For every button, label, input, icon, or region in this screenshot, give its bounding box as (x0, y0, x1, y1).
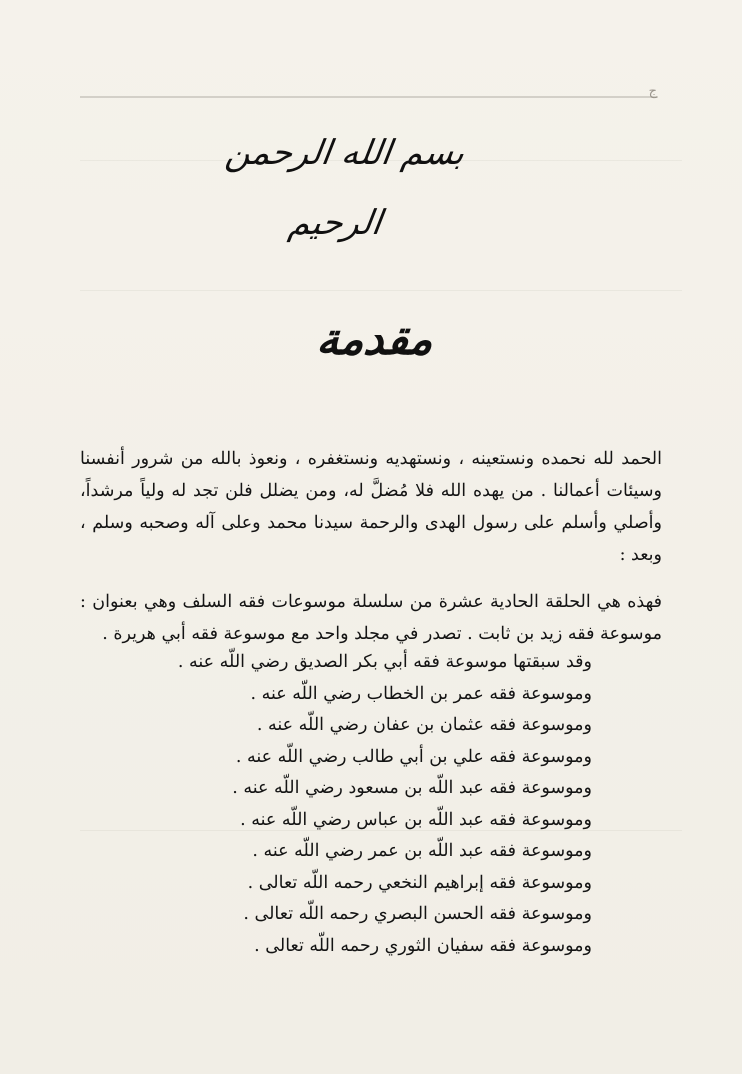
show-through-line (80, 290, 682, 291)
list-item: وموسوعة فقه عبد اللّه بن عمر رضي اللّه عنه . (252, 841, 592, 861)
list-item: وموسوعة فقه عثمان بن عفان رضي اللّه عنه . (256, 715, 592, 735)
list-item: وموسوعة فقه علي بن أبي طالب رضي اللّه عنه . (235, 746, 592, 767)
series-paragraph: فهذه هي الحلقة الحادية عشرة من سلسلة موسوعات فقه السلف وهي بعنوان : موسوعة فقه زيد بن ثابت . تصدر في مجلد واحد مع موسوعة فقه أبي هريرة . (80, 591, 662, 644)
basmala-calligraphy: بسم الله الرحمن الرحيم (222, 133, 468, 243)
section-title: مقدمة (314, 314, 436, 365)
list-item: وموسوعة فقه سفيان الثوري رحمه اللّه تعالى . (254, 935, 592, 956)
list-item: وموسوعة فقه عبد اللّه بن عباس رضي اللّه عنه . (240, 809, 592, 830)
list-item: وموسوعة فقه الحسن البصري رحمه اللّه تعالى . (243, 904, 592, 924)
list-item: وموسوعة فقه إبراهيم النخعي رحمه اللّه تعالى . (247, 872, 592, 893)
intro-paragraph: الحمد لله نحمده ونستعينه ، ونستهديه ونستغفره ، ونعوذ بالله من شرور أنفسنا وسيئات أعمالنا . من يهده الله فلا مُضلَّ له، ومن يضلل فلن تجد له ولياً مرشداً، وأصلي وأسلم على رسول الهدى والرحمة سيدنا محمد وعلى آله وصحبه وسلم ، وبعد : (80, 448, 662, 565)
list-item: وموسوعة فقه عبد اللّه بن مسعود رضي اللّه عنه . (232, 778, 592, 798)
page-mark: ج (648, 84, 657, 99)
encyclopedia-list (80, 647, 662, 962)
list-item: وقد سبقتها موسوعة فقه أبي بكر الصديق رضي اللّه عنه . (177, 652, 592, 672)
header-rule (80, 96, 658, 98)
list-item: وموسوعة فقه عمر بن الخطاب رضي اللّه عنه . (250, 683, 592, 704)
